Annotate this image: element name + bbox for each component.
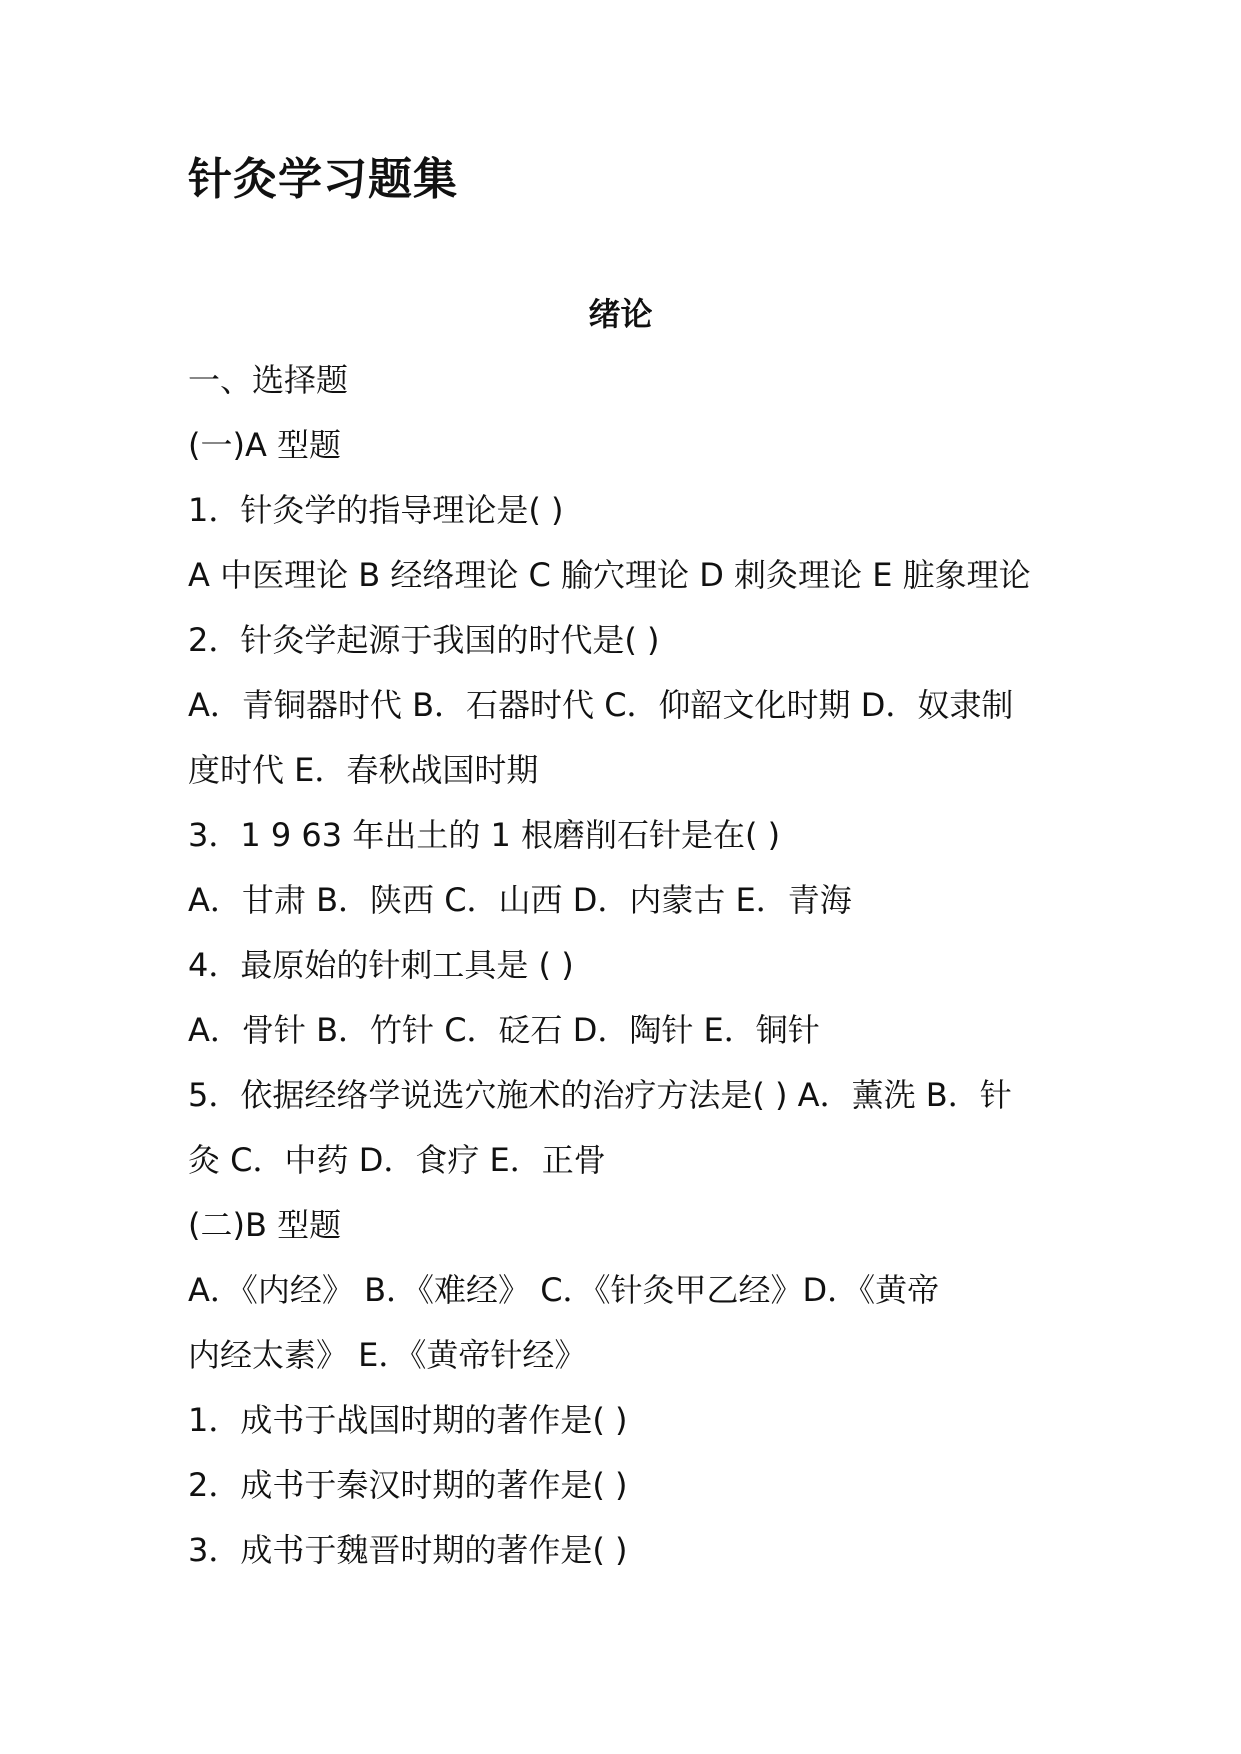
answer-options-line: A．《内经》 B．《难经》 C．《针灸甲乙经》D．《黄帝 <box>188 1271 940 1309</box>
question-line: 4．最原始的针刺工具是 ( ) <box>188 946 574 984</box>
question-line: 1．成书于战国时期的著作是( ) <box>188 1401 628 1439</box>
question-line: 2．成书于秦汉时期的著作是( ) <box>188 1466 628 1504</box>
question-line: 3．1 9 63 年出土的 1 根磨削石针是在( ) <box>188 816 781 854</box>
answer-options-line: A．甘肃 B．陕西 C．山西 D．内蒙古 E．青海 <box>188 881 852 919</box>
question-text-body <box>188 355 1068 1590</box>
question-line: 1．针灸学的指导理论是( ) <box>188 491 564 529</box>
section-heading: 一、选择题 <box>188 361 349 399</box>
question-line: 5．依据经络学说选穴施术的治疗方法是( ) A．薰洗 B．针 <box>188 1076 1012 1114</box>
document-title: 针灸学习题集 <box>188 154 458 205</box>
answer-options-line: A．青铜器时代 B．石器时代 C．仰韶文化时期 D．奴隶制 <box>188 686 1014 724</box>
answer-options-line: 灸 C．中药 D．食疗 E．正骨 <box>188 1141 606 1179</box>
answer-options-line: A 中医理论 B 经络理论 C 腧穴理论 D 刺灸理论 E 脏象理论 <box>188 556 1031 594</box>
answer-options-line: 度时代 E．春秋战国时期 <box>188 751 539 789</box>
question-line: 3．成书于魏晋时期的著作是( ) <box>188 1531 628 1569</box>
answer-options-line: 内经太素》 E．《黄帝针经》 <box>188 1336 587 1374</box>
answer-options-line: A．骨针 B．竹针 C．砭石 D．陶针 E．铜针 <box>188 1011 820 1049</box>
question-line: 2．针灸学起源于我国的时代是( ) <box>188 621 660 659</box>
chapter-heading: 绪论 <box>588 295 653 333</box>
subsection-heading: (二)B 型题 <box>188 1206 342 1244</box>
subsection-heading: (一)A 型题 <box>188 426 342 464</box>
